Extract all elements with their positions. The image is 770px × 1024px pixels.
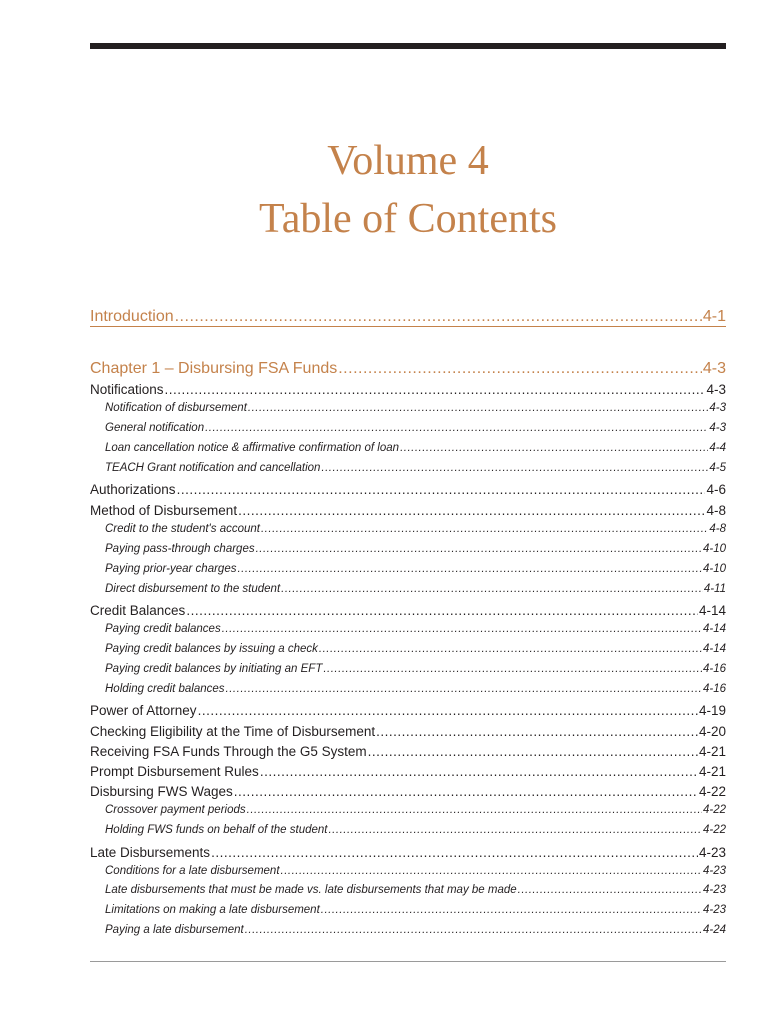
dot-leader [247, 804, 702, 816]
toc-entry-page: 4-22 [698, 784, 726, 799]
toc-entry-page: 4-4 [709, 442, 726, 454]
toc-section-entry[interactable] [90, 845, 726, 860]
toc-entry-label: Late disbursements that must be made vs. late disbursements that may be made [105, 884, 517, 896]
dot-leader [237, 563, 702, 575]
dot-leader [245, 924, 702, 936]
toc-entry-page: 4-8 [709, 523, 726, 535]
toc-subsection-entry[interactable] [90, 623, 726, 635]
toc-entry-page: 4-8 [706, 503, 726, 518]
toc-entry-label: Paying credit balances [105, 623, 221, 635]
toc-entry-label: Notifications [90, 382, 164, 397]
toc-entry-label: Chapter 1 – Disbursing FSA Funds [90, 360, 338, 377]
toc-entry-page: 4-1 [702, 308, 726, 325]
toc-entry-label: Authorizations [90, 482, 176, 497]
toc-entry-page: 4-23 [702, 865, 726, 877]
toc-subsection-entry[interactable] [90, 523, 726, 535]
toc-entry-label: Loan cancellation notice & affirmative confirmation of loan [105, 442, 400, 454]
toc-section-entry[interactable] [90, 603, 726, 618]
toc-entry-page: 4-21 [698, 744, 726, 759]
toc-subsection-entry[interactable] [90, 543, 726, 555]
toc-entry-label: Prompt Disbursement Rules [90, 764, 259, 779]
toc-entry-label: Paying pass-through charges [105, 543, 255, 555]
toc-entry-page: 4-20 [698, 724, 726, 739]
toc-entry-page: 4-3 [709, 422, 726, 434]
toc-subsection-entry[interactable] [90, 683, 726, 695]
bottom-rule [90, 961, 726, 962]
toc-entry-label: Paying prior-year charges [105, 563, 237, 575]
toc-entry-label: Direct disbursement to the student [105, 583, 281, 595]
toc-section-entry[interactable] [90, 703, 726, 718]
dot-leader [198, 703, 698, 718]
toc-entry-label: Limitations on making a late disbursement [105, 904, 320, 916]
toc-entry-label: TEACH Grant notification and cancellation [105, 462, 321, 474]
toc-entry-label: Power of Attorney [90, 703, 197, 718]
toc-entry-label: Holding FWS funds on behalf of the student [105, 824, 328, 836]
toc-entry-page: 4-6 [706, 482, 726, 497]
toc-entry-page: 4-10 [702, 563, 726, 575]
toc-entry-page: 4-3 [709, 402, 726, 414]
toc-entry-label: Holding credit balances [105, 683, 225, 695]
toc-heading: Table of Contents [259, 196, 557, 242]
toc-chapter-entry[interactable] [90, 360, 726, 378]
volume-title: Volume 4 [327, 138, 489, 184]
dot-leader [376, 724, 698, 739]
dot-leader [321, 462, 708, 474]
toc-entry-label: Paying a late disbursement [105, 924, 244, 936]
toc-entry-page: 4-23 [702, 904, 726, 916]
dot-leader [234, 784, 698, 799]
toc-entry-page: 4-3 [702, 360, 726, 377]
toc-section-entry[interactable] [90, 764, 726, 779]
toc-entry-page: 4-11 [703, 583, 726, 595]
toc-entry-page: 4-3 [706, 382, 726, 397]
dot-leader [281, 865, 702, 877]
dot-leader [177, 482, 706, 497]
dot-leader [518, 884, 702, 896]
dot-leader [238, 503, 705, 518]
dot-leader [222, 623, 702, 635]
toc-subsection-entry[interactable] [90, 884, 726, 896]
toc-subsection-entry[interactable] [90, 663, 726, 675]
dot-leader [281, 583, 703, 595]
toc-entry-page: 4-22 [702, 804, 726, 816]
dot-leader [319, 643, 702, 655]
toc-subsection-entry[interactable] [90, 583, 726, 595]
toc-entry-page: 4-22 [702, 824, 726, 836]
toc-subsection-entry[interactable] [90, 442, 726, 454]
toc-entry-label: Notification of disbursement [105, 402, 247, 414]
toc-section-entry[interactable] [90, 724, 726, 739]
toc-section-entry[interactable] [90, 382, 726, 397]
toc-chapter-entry[interactable] [90, 308, 726, 327]
toc-entry-label: Conditions for a late disbursement [105, 865, 280, 877]
toc-entry-page: 4-16 [702, 683, 726, 695]
toc-entry-label: Paying credit balances by issuing a check [105, 643, 318, 655]
toc-entry-page: 4-21 [698, 764, 726, 779]
toc-entry-page: 4-23 [702, 884, 726, 896]
toc-subsection-entry[interactable] [90, 563, 726, 575]
dot-leader [186, 603, 698, 618]
dot-leader [328, 824, 701, 836]
toc-entry-page: 4-14 [698, 603, 726, 618]
toc-section-entry[interactable] [90, 482, 726, 497]
toc-subsection-entry[interactable] [90, 924, 726, 936]
toc-section-entry[interactable] [90, 744, 726, 759]
toc-entry-label: Disbursing FWS Wages [90, 784, 233, 799]
top-rule [90, 43, 726, 49]
toc-entry-label: Credit Balances [90, 603, 186, 618]
toc-entry-page: 4-19 [698, 703, 726, 718]
toc-entry-label: Introduction [90, 308, 174, 325]
dot-leader [260, 764, 698, 779]
toc-entry-label: Receiving FSA Funds Through the G5 System [90, 744, 367, 759]
toc-subsection-entry[interactable] [90, 865, 726, 877]
toc-entry-page: 4-23 [698, 845, 726, 860]
dot-leader [205, 422, 708, 434]
dot-leader [323, 663, 702, 675]
dot-leader [368, 744, 698, 759]
toc-entry-label: Crossover payment periods [105, 804, 246, 816]
toc-subsection-entry[interactable] [90, 422, 726, 434]
dot-leader [400, 442, 708, 454]
dot-leader [175, 308, 702, 326]
dot-leader [338, 360, 702, 378]
toc-entry-page: 4-5 [709, 462, 726, 474]
toc-entry-page: 4-10 [702, 543, 726, 555]
toc-subsection-entry[interactable] [90, 804, 726, 816]
toc-entry-label: General notification [105, 422, 205, 434]
dot-leader [261, 523, 708, 535]
dot-leader [256, 543, 702, 555]
dot-leader [165, 382, 706, 397]
toc-entry-page: 4-14 [702, 623, 726, 635]
toc-entry-label: Checking Eligibility at the Time of Disbursement [90, 724, 376, 739]
toc-subsection-entry[interactable] [90, 904, 726, 916]
toc-subsection-entry[interactable] [90, 824, 726, 836]
toc-entry-label: Paying credit balances by initiating an EFT [105, 663, 323, 675]
dot-leader [211, 845, 698, 860]
toc-section-entry[interactable] [90, 784, 726, 799]
dot-leader [226, 683, 702, 695]
toc-subsection-entry[interactable] [90, 643, 726, 655]
toc-section-entry[interactable] [90, 503, 726, 518]
dot-leader [321, 904, 702, 916]
dot-leader [248, 402, 708, 414]
toc-entry-label: Method of Disbursement [90, 503, 238, 518]
toc-entry-page: 4-16 [702, 663, 726, 675]
toc-entry-page: 4-14 [702, 643, 726, 655]
toc-subsection-entry[interactable] [90, 462, 726, 474]
toc-entry-page: 4-24 [702, 924, 726, 936]
toc-entry-label: Credit to the student's account [105, 523, 260, 535]
toc-subsection-entry[interactable] [90, 402, 726, 414]
toc-entry-label: Late Disbursements [90, 845, 211, 860]
